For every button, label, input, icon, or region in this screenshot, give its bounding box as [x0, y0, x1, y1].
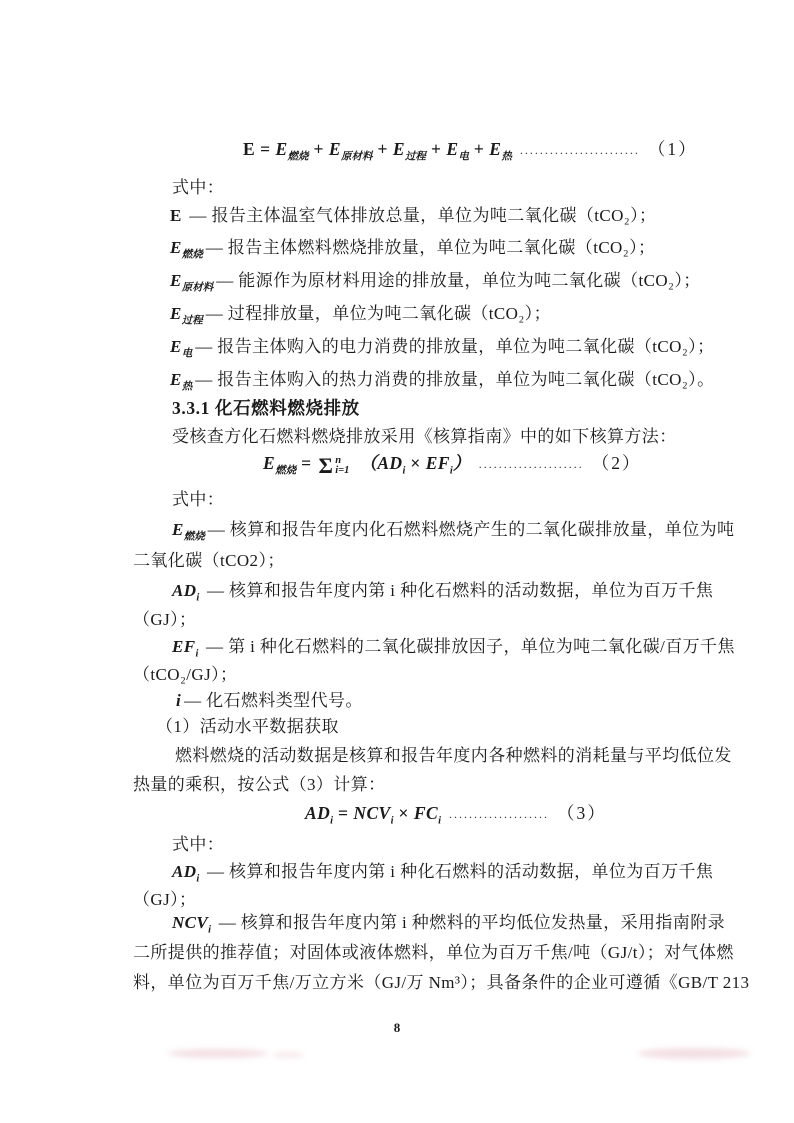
- definition-ad-2-cont: [133, 889, 196, 911]
- var-subscript: i: [330, 815, 334, 827]
- var-subscript: i: [449, 465, 453, 477]
- close-paren: ）: [452, 453, 471, 473]
- var-subscript: i: [195, 648, 199, 660]
- definition-e-heat: [170, 369, 714, 398]
- where-label: [172, 177, 224, 199]
- where-text: 式中：: [172, 835, 225, 854]
- var-e-electricity: [170, 337, 193, 360]
- dot-leader: .....................: [478, 457, 584, 471]
- var-base: E: [170, 206, 182, 225]
- var-base: E: [328, 139, 341, 159]
- page-number: [0, 1020, 794, 1036]
- formula-lhs: [305, 803, 334, 827]
- plus-sign: +: [473, 139, 485, 159]
- var-subscript: 过程: [404, 151, 426, 163]
- equals-sign: =: [301, 453, 312, 473]
- definition-text: — 过程排放量，单位为吨二氧化碳（tCO₂）；: [205, 304, 551, 323]
- term-e-electricity: [446, 139, 469, 163]
- var-base: EF: [425, 453, 450, 473]
- scan-artifact: [168, 1049, 268, 1058]
- dot-leader: ....................: [448, 807, 549, 821]
- definition-text: （tCO₂/GJ）；: [133, 665, 238, 684]
- formula-1: [243, 138, 698, 169]
- var-subscript: 燃烧: [181, 249, 203, 261]
- var-subscript: 原材料: [181, 282, 214, 294]
- var-base: E: [170, 337, 182, 356]
- var-subscript: i: [402, 465, 406, 477]
- definition-ef-cont: [133, 664, 237, 686]
- var-e-heat: [170, 370, 193, 393]
- definition-text: — 化石燃料类型代号。: [184, 691, 363, 710]
- open-paren: （: [359, 453, 378, 473]
- var-subscript: i: [390, 815, 394, 827]
- definition-text: — 核算和报告年度内化石燃料燃烧产生的二氧化碳排放量，单位为吨: [207, 520, 735, 539]
- term-e-heat: [489, 139, 512, 163]
- var-e-process: [170, 304, 203, 327]
- var-base: E: [275, 139, 288, 159]
- definition-ncv-cont2: [133, 972, 749, 994]
- var-base: E: [263, 453, 276, 473]
- var-subscript: 原材料: [340, 151, 373, 163]
- term-ncv: [353, 803, 394, 827]
- var-base: E: [170, 238, 182, 257]
- section-intro: [172, 426, 677, 448]
- definition-ef: [172, 636, 735, 665]
- times-sign: ×: [410, 453, 421, 473]
- definition-ad-cont: [133, 609, 196, 631]
- term-ef: [425, 453, 453, 477]
- var-base: AD: [172, 862, 197, 881]
- definition-ncv-cont1: [133, 942, 734, 964]
- var-subscript: 电: [181, 348, 193, 360]
- formula-lhs: [243, 139, 255, 159]
- scan-artifact: [272, 1052, 304, 1058]
- var-subscript: 燃烧: [183, 531, 205, 543]
- var-base: AD: [305, 803, 331, 823]
- var-i: [176, 691, 181, 710]
- where-label: [172, 834, 224, 856]
- var-base: FC: [413, 803, 439, 823]
- intro-text: 受核查方化石燃料燃烧排放采用《核算指南》中的如下核算方法：: [172, 427, 677, 446]
- definition-e-burn-2: [172, 519, 734, 548]
- definition-text: — 报告主体购入的电力消费的排放量，单位为吨二氧化碳（tCO₂）；: [195, 337, 715, 356]
- scan-artifact: [638, 1048, 750, 1059]
- list-item-1: [156, 716, 339, 738]
- var-subscript: i: [438, 815, 441, 827]
- definition-e-material: [170, 270, 701, 299]
- equals-sign: =: [260, 139, 271, 159]
- page-number-text: 8: [393, 1020, 401, 1035]
- var-base: E: [170, 304, 182, 323]
- formula-number: （2）: [591, 453, 642, 473]
- var-base: E: [392, 139, 405, 159]
- equals-sign: =: [338, 803, 349, 823]
- var-e-burn: [172, 520, 205, 543]
- var-subscript: 过程: [181, 315, 203, 327]
- sigma-symbol: Σ: [318, 453, 334, 478]
- definition-text: — 报告主体温室气体排放总量，单位为吨二氧化碳（tCO₂）；: [184, 206, 657, 225]
- var-base: E: [170, 271, 182, 290]
- term-fc: [413, 803, 441, 827]
- definition-i: [176, 690, 363, 719]
- term-e-fuel: [275, 139, 309, 163]
- paragraph-text: 热量的乘积，按公式（3）计算：: [133, 775, 386, 794]
- var-base: E: [170, 370, 182, 389]
- var-base: E: [172, 520, 184, 539]
- var-subscript: 热: [501, 151, 512, 163]
- definition-text: — 报告主体燃料燃烧排放量，单位为吨二氧化碳（tCO₂）；: [205, 238, 656, 257]
- plus-sign: +: [313, 139, 324, 159]
- definition-e-process: [170, 303, 551, 332]
- section-heading-331: [172, 397, 360, 419]
- paragraph-text: 燃料燃烧的活动数据是核算和报告年度内各种燃料的消耗量与平均低位发: [175, 746, 732, 765]
- var-base: NCV: [353, 803, 391, 823]
- formula-number: （3）: [556, 803, 607, 823]
- definition-text: — 核算和报告年度内第 i 种燃料的平均低位发热量，采用指南附录: [214, 913, 725, 932]
- var-subscript: i: [196, 592, 200, 604]
- definition-e-electricity: [170, 336, 714, 365]
- var-base: E: [243, 139, 256, 159]
- definition-e-burn: [170, 237, 655, 266]
- where-label: [172, 489, 224, 511]
- times-sign: ×: [398, 803, 409, 823]
- definition-text: — 核算和报告年度内第 i 种化石燃料的活动数据，单位为百万千焦: [202, 862, 714, 881]
- formula-2: [263, 452, 641, 483]
- where-text: 式中：: [172, 490, 225, 509]
- var-subscript: 燃烧: [287, 151, 309, 163]
- definition-ad: [172, 580, 713, 609]
- var-base: NCV: [172, 913, 209, 932]
- list-item-text: （1）活动水平数据获取: [156, 717, 339, 736]
- definition-text: — 能源作为原材料用途的排放量，单位为吨二氧化碳（tCO₂）；: [216, 271, 701, 290]
- activity-paragraph-line1: [175, 745, 732, 767]
- var-subscript: 燃烧: [275, 465, 297, 477]
- definition-ad-2: [172, 861, 713, 890]
- var-subscript: 电: [458, 151, 469, 163]
- var-base: i: [176, 691, 182, 710]
- definition-text: — 核算和报告年度内第 i 种化石燃料的活动数据，单位为百万千焦: [202, 581, 714, 600]
- var-base: AD: [377, 453, 403, 473]
- term-e-material: [328, 139, 373, 163]
- definition-text: （GJ）；: [133, 890, 197, 909]
- var-subscript: 热: [181, 381, 193, 393]
- definition-text: 二所提供的推荐值；对固体或液体燃料，单位为百万千焦/吨（GJ/t）；对气体燃: [133, 943, 734, 962]
- var-e-material: [170, 271, 214, 294]
- dot-leader: ........................: [519, 143, 640, 157]
- var-subscript: i: [208, 924, 212, 936]
- var-ad: [172, 862, 200, 885]
- formula-number: （1）: [647, 139, 698, 159]
- activity-paragraph-line2: [133, 774, 386, 796]
- var-base: AD: [172, 581, 197, 600]
- definition-text: 二氧化碳（tCO2）；: [133, 551, 285, 570]
- var-base: EF: [172, 637, 196, 656]
- var-subscript: i: [196, 873, 200, 885]
- sum-lower: i=1: [335, 465, 350, 476]
- term-e-process: [392, 139, 426, 163]
- definition-text: （GJ）；: [133, 610, 197, 629]
- sum-limits: [335, 456, 349, 476]
- term-ad: [377, 453, 406, 477]
- definition-ncv: [172, 912, 725, 941]
- formula-3: [305, 802, 607, 833]
- definition-text: — 报告主体购入的热力消费的排放量，单位为吨二氧化碳（tCO₂）。: [195, 370, 715, 389]
- var-ad: [172, 581, 200, 604]
- definition-text: 料，单位为百万千焦/万立方米（GJ/万 Nm³）；具备条件的企业可遵循《GB/T 213: [133, 973, 750, 992]
- var-e: [170, 206, 182, 225]
- var-base: E: [489, 139, 502, 159]
- sum-upper: n: [335, 455, 342, 466]
- var-base: E: [446, 139, 459, 159]
- summation: [318, 455, 349, 477]
- section-title: 3.3.1 化石燃料燃烧排放: [172, 398, 360, 418]
- var-e-burn: [170, 238, 203, 261]
- plus-sign: +: [430, 139, 442, 159]
- var-ncv: [172, 913, 212, 936]
- plus-sign: +: [377, 139, 388, 159]
- definition-text: — 第 i 种化石燃料的二氧化碳排放因子，单位为吨二氧化碳/百万千焦: [201, 637, 735, 656]
- var-ef: [172, 637, 199, 660]
- formula-lhs: [263, 453, 297, 477]
- where-text: 式中：: [172, 178, 225, 197]
- definition-e: [170, 205, 656, 234]
- definition-e-burn-2-cont: [133, 550, 285, 572]
